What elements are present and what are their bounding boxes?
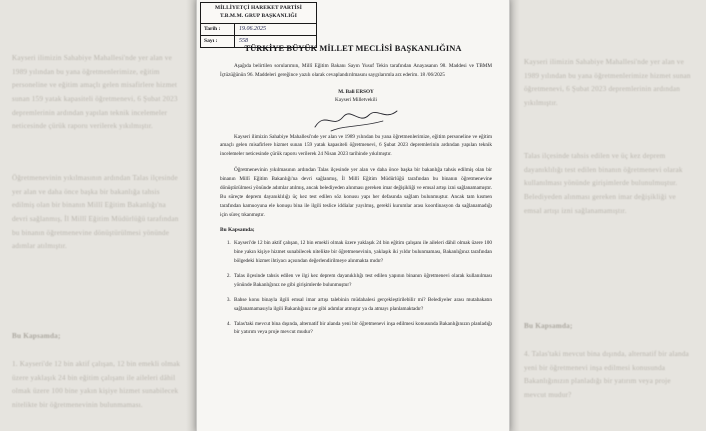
stamp-title-line-2: T.B.M.M. GRUP BAŞKANLIĞI: [220, 12, 297, 19]
page-edge-right: [509, 0, 510, 431]
stamp-date-value: 19.06.2025: [239, 26, 266, 33]
background-right-paragraph-2: Talas ilçesinde tahsis edilen ve üç kez deprem dayanıklılığı test edilen binanın öğretmenevi olarak kullanılması yönünde girişimlerde bulunulmuştur. Belediyeden alınması gereken imar değişikliği ve emsal artışı izni sağlanamamıştır.: [524, 152, 683, 215]
paragraph-1: Kayseri ilimizin Sahabiye Mahallesi'nde yer alan ve 1989 yılından bu yana öğretmenlerimize, eğitim personeline ve eğitim amaçlı gelen misafirlere hizmet sunan 159 yatak kapasiteli öğretmenevi, 6 Şubat 2023 depremlerinin ardından yapılan teknik incelemeler neticesinde çürük raporu verilerek 24 Nisan 2023 tarihinde yıkılmıştır.: [220, 133, 492, 158]
background-right-section-head: Bu Kapsamda;: [524, 322, 573, 330]
questions-heading: Bu Kapsamda;: [220, 226, 255, 233]
stamp-title-line-1: MİLLİYETÇİ HAREKET PARTİSİ: [215, 5, 302, 11]
stamp-date-row: [201, 23, 316, 35]
document-body: [220, 62, 492, 343]
background-left-item: 1. Kayseri'de 12 bin aktif çalışan, 12 bin emekli olmak üzere yaklaşık 24 bin eğitim çalışanı ile aileleri dâhil olmak üzere 100 bine yakın kişiye hizmet sunabilecek nitelikte bir öğretmenevinin bulunmaması.: [12, 360, 181, 410]
stamp-date-label: Tarih :: [201, 24, 235, 35]
background-right-paragraph-1: Kayseri ilimizin Sahabiye Mahallesi'nde yer alan ve 1989 yılından bu yana öğretmenlerimize hizmet sunan öğretmenevi, 6 Şubat 2023 depremlerinin ardından yıkılmıştır.: [524, 58, 691, 108]
stamp-number-value: 558: [239, 38, 248, 45]
questions-list: [220, 239, 492, 337]
background-left-paragraph-1: Kayseri ilimizin Sahabiye Mahallesi'nde yer alan ve 1989 yılından bu yana öğretmenlerimize, eğitim personeline ve eğitim amaçlı gelen misafirlere hizmet sunan 159 yatak kapasiteli öğretmenevi, 6 Şubat 2023 depremlerinin ardından yapılan teknik incelemeler neticesinde çürük raporu verilerek yıkılmıştır.: [12, 54, 178, 131]
list-item: 4. Talas'taki mevcut bina dışında, alternatif bir alanda yeni bir öğretmenevi inşa edilmesi konusunda Bakanlığınızın planladığı bir yatırım veya proje mevcut mudur?: [232, 320, 492, 338]
paragraph-2: Öğretmenevinin yıkılmasının ardından Talas ilçesinde yer alan ve daha önce başka bir bakanlığa tahsis edilmiş olan bir binanın Millî Eğitim Bakanlığı'na devri sağlanmış, İl Millî Eğitim Müdürlüğü tarafından bu binanın öğretmenevine dönüştürülmesi yönünde adımlar atılmış, ancak belediyeden alınması gereken imar değişikliği ve emsal artışı izni sağlanamamıştır. Bu süreçte deprem dayanıklılığı üç kez test edilen söz konusu yapı her defasında sağlam bulunmuştur. Ancak tam kısmen tarafından kamuoyuna ele konuşu bina ile ilgili teslice iddialar yayılmış, gerekli kurumlar arası koordinasyon da sağlanamadığı için süreç tıkanmıştır.: [220, 167, 492, 218]
stamp-title: [201, 3, 316, 23]
stamp-number-label: Sayı :: [201, 36, 235, 47]
list-item: 1. Kayseri'de 12 bin aktif çalışan, 12 bin emekli olmak üzere yaklaşık 24 bin eğitim çalışanı ile aileleri dâhil olmak üzere 100 bine yakın kişiye hizmet sunabilecek nitelikte bir öğretmenevinin, yaklaşık iki yıldır bulunmaması, Bakanlığınız tarafından bölgedeki hizmet ihtiyacı açısından değerlendirilmeye alınmakta mıdır?: [232, 239, 492, 266]
signature-title: Kayseri Milletvekili: [335, 97, 377, 104]
handwritten-signature: [220, 107, 492, 133]
list-item: 2. Talas ilçesinde tahsis edilen ve ilgi kez deprem dayanıklılığı test edilen yapının binanın öğretmenevi olarak kullanılması yönünde Bakanlığınız ne gibi girişimlerde bulunmuştur?: [232, 272, 492, 290]
intro-paragraph: Aşağıda belirtilen sorularımın, Millî Eğitim Bakanı Sayın Yusuf Tekin tarafından Anayasanın 98. Maddesi ve TBMM İçtüzüğünün 96. Maddeleri gereğince yazılı olarak cevaplandırılmasını saygılarımla arz ederim. 18 /06/2025: [220, 63, 492, 78]
background-left-section-head: Bu Kapsamda;: [12, 332, 61, 340]
background-sheet-left: [0, 0, 196, 431]
page-edge-left: [196, 0, 197, 431]
background-right-item: 4. Talas'taki mevcut bina dışında, alternatif bir alanda yeni bir öğretmenevi inşa edilmesi konusunda Bakanlığınızın planladığı bir yatırım veya proje mevcut mudur?: [524, 350, 689, 400]
page-shadow-left: [186, 0, 196, 431]
list-item: 3. Bahse konu binayla ilgili emsal imar artışı talebinin müdahalesi gerçekleştirilebilir mi? Belediyeler arası mutabakatın sağlanamamasıyla ilgili Bakanlığınız ne gibi adımlar atmıştır ya da atmayı planlamaktadır?: [232, 296, 492, 314]
main-document: [196, 0, 510, 431]
page-shadow-right: [510, 0, 520, 431]
party-stamp: [200, 2, 317, 48]
background-left-paragraph-2: Öğretmenevinin yıkılmasının ardından Talas ilçesinde yer alan ve daha önce başka bir bakanlığa tahsis edilmiş olan bir binanın Millî Eğitim Bakanlığı'na devri sağlanmış, İl Millî Eğitim Müdürlüğü tarafından bu binanın öğretmenevine dönüştürülmesi yönünde adımlar atılmıştır.: [12, 174, 179, 251]
signature-name: M. Bali ERSOY: [338, 88, 374, 95]
signature-block: [220, 88, 492, 105]
background-sheet-right: [510, 0, 706, 431]
page-title: TÜRKİYE BÜYÜK MİLLET MECLİSİ BAŞKANLIĞINA: [244, 44, 462, 53]
